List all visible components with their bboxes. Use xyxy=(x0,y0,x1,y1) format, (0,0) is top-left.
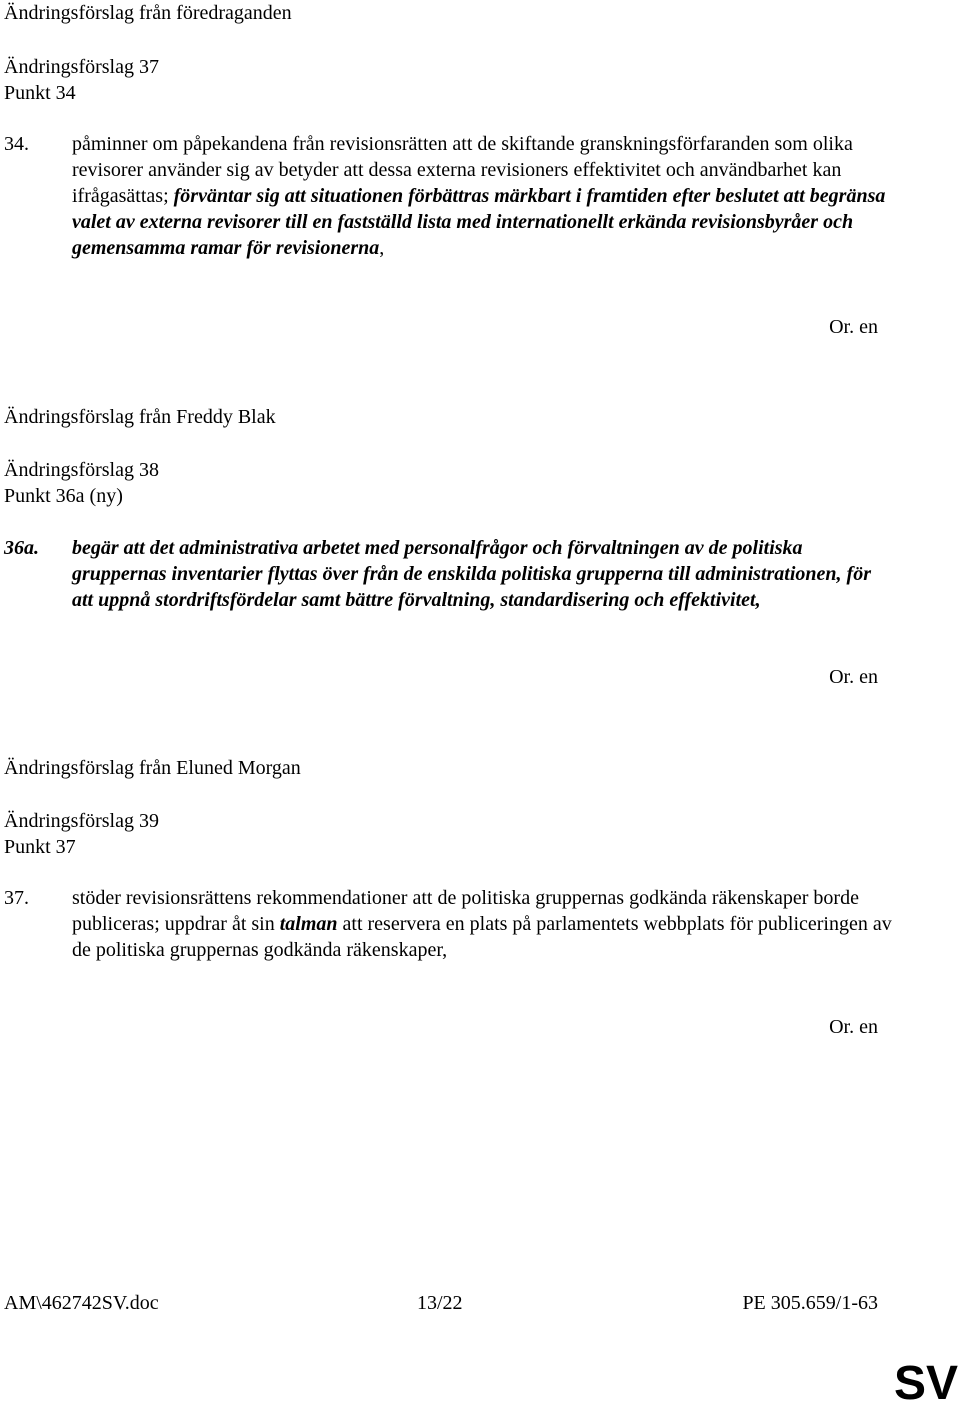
point-reference-36a: Punkt 36a (ny) xyxy=(4,485,123,507)
point-reference-37: Punkt 37 xyxy=(4,836,76,858)
amendment-number-39: Ändringsförslag 39 xyxy=(4,810,159,832)
footer-pe-ref: PE 305.659/1-63 xyxy=(742,1292,878,1314)
original-language: Or. en xyxy=(829,666,878,688)
amendment-text-34 xyxy=(4,131,894,261)
amended-text: begär att det administrativa arbetet med personalfrågor och förvaltningen av de politiska gruppernas inventarier flyttas över från de enskilda politiska grupperna till administrationen, för att uppnå stordriftsfördelar samt bättre förvaltning, standardisering och effektivitet, xyxy=(72,537,871,611)
amendment-number-37: Ändringsförslag 37 xyxy=(4,56,159,78)
section-heading-freddy-blak: Ändringsförslag från Freddy Blak xyxy=(4,406,276,428)
section-heading-eluned-morgan: Ändringsförslag från Eluned Morgan xyxy=(4,757,301,779)
paragraph-text: stöder revisionsrättens rekommendationer att de politiska gruppernas godkända räkenskaper borde publiceras; uppdrar åt sin talman att reservera en plats på parlamentets webbplats för publiceringen av de politiska gruppernas godkända räkenskaper, xyxy=(72,887,892,961)
amended-text: förväntar sig att situationen förbättras märkbart i framtiden efter beslutet att begränsa valet av externa revisorer till en fastställd lista med internationellt erkända revisionsbyråer och gemensamma ramar för revisionerna xyxy=(72,185,886,259)
amendment-text-37 xyxy=(4,885,894,963)
footer-doc-ref: AM\462742SV.doc xyxy=(4,1292,159,1314)
point-reference-34: Punkt 34 xyxy=(4,82,76,104)
paragraph-number: 34. xyxy=(4,133,29,155)
amended-text: talman xyxy=(279,913,338,935)
paragraph-number: 37. xyxy=(4,887,29,909)
paragraph-number: 36a. xyxy=(4,537,39,559)
paragraph-text: påminner om påpekandena från revisionsrätten att de skiftande granskningsförfaranden som olika revisorer använder sig av betyder att dessa externa revisioners effektivitet och användbarhet kan ifrågasättas; förväntar sig att situationen förbättras märkbart i framtiden efter beslutet att begränsa valet av externa revisorer till en fastställd lista med internationellt erkända revisionsbyråer och gemensamma ramar för revisionerna, xyxy=(72,133,886,259)
amendment-number-38: Ändringsförslag 38 xyxy=(4,459,159,481)
amendment-text-36a xyxy=(4,535,894,613)
original-language: Or. en xyxy=(829,1016,878,1038)
language-code: SV xyxy=(893,1357,958,1410)
original-language: Or. en xyxy=(829,316,878,338)
footer-page-number: 13/22 xyxy=(417,1292,463,1314)
paragraph-text xyxy=(72,535,894,613)
section-heading-rapporteur: Ändringsförslag från föredraganden xyxy=(4,2,292,24)
